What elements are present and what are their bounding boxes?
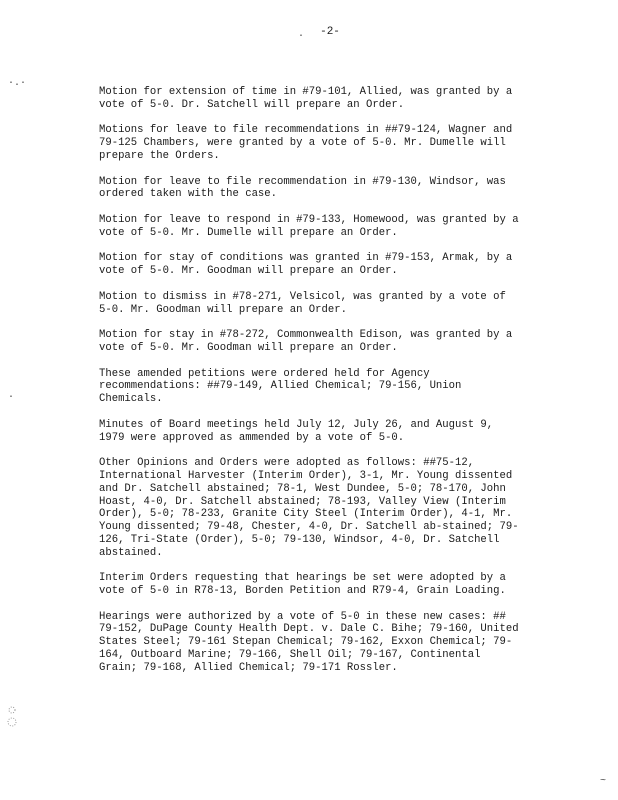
paragraph-respond-79-133: Motion for leave to respond in #79-133, Homewood, was granted by a vote of 5-0. Mr. Dumelle will prepare an Order. (99, 213, 519, 239)
paragraph-opinions-orders: Other Opinions and Orders were adopted as follows: ##75-12, International Harvester (Interim Order), 3-1, Mr. Young dissented and Dr. Satchell abstained; 78-1, West Dundee, 5-0; 78-170, John Hoast, 4-0, Dr. Satchell abstained; 78-193, Valley View (Interim Order), 5-0; 78-233, Granite City Steel (Interim Order), 4-1, Mr. Young dissented; 79-48, Chester, 4-0, Dr. Satchell ab-stained; 79-126, Tri-State (Order), 5-0; 79-130, Windsor, 4-0, Dr. Satchell abstained. (99, 457, 519, 559)
scan-speck: ·.· (8, 78, 27, 89)
paragraph-stay-78-272: Motion for stay in #78-272, Commonwealth Edison, was granted by a vote of 5-0. Mr. Goodman will prepare an Order. (99, 329, 513, 354)
paragraph-dismiss-78-271: Motion to dismiss in #78-271, Velsicol, was granted by a vote of 5-0. Mr. Goodman will prepare an Order. (99, 290, 506, 316)
scan-speck: · (8, 392, 15, 403)
paragraph-stay-79-153: Motion for stay of conditions was granted in #79-153, Armak, by a vote of 5-0. Mr. Goodman will prepare an Order. (99, 252, 513, 278)
paragraph-extension-79-101: Motion for extension of time in #79-101, Allied, was granted by a vote of 5-0. Dr. Satchell will prepare an Order. (99, 86, 513, 111)
paragraph-amended-petitions: These amended petitions were ordered held for Agency recommendations: ##79-149, Allied Chemical; 79-156, Union Chemicals. (99, 367, 462, 406)
scan-speck: · (298, 31, 305, 42)
paragraph-minutes-approved: Minutes of Board meetings held July 12, July 26, and August 9, 1979 were approved as ammended by a vote of 5-0. (99, 418, 494, 444)
paragraph-interim-orders: Interim Orders requesting that hearings be set were adopted by a vote of 5-0 in R78-13, Borden Petition and R79-4, Grain Loading. (99, 572, 506, 598)
paragraph-hearings-authorized: Hearings were authorized by a vote of 5-0 in these new cases: ## 79-152, DuPage County Health Dept. v. Dale C. Bihe; 79-160, United States Steel; 79-161 Stepan Chemical; 79-162, Exxon Chemical; 79-164, Outboard Marine; 79-166, Shell Oil; 79-167, Continental Grain; 79-168, Allied Chemical; 79-171 Rossler. (99, 610, 519, 674)
paragraph-recommendations-79-124: Motions for leave to file recommendations in ##79-124, Wagner and 79-125 Chambers, were granted by a vote of 5-0. Mr. Dumelle will prepare the Orders. (99, 124, 513, 162)
minutes-body (99, 86, 524, 687)
punch-hole-mark (4, 702, 20, 732)
paragraph-recommendation-79-130: Motion for leave to file recommendation in #79-130, Windsor, was ordered taken with the case. (99, 175, 506, 201)
page-number: -2- (320, 26, 340, 38)
scan-speck: ~ (600, 776, 607, 787)
